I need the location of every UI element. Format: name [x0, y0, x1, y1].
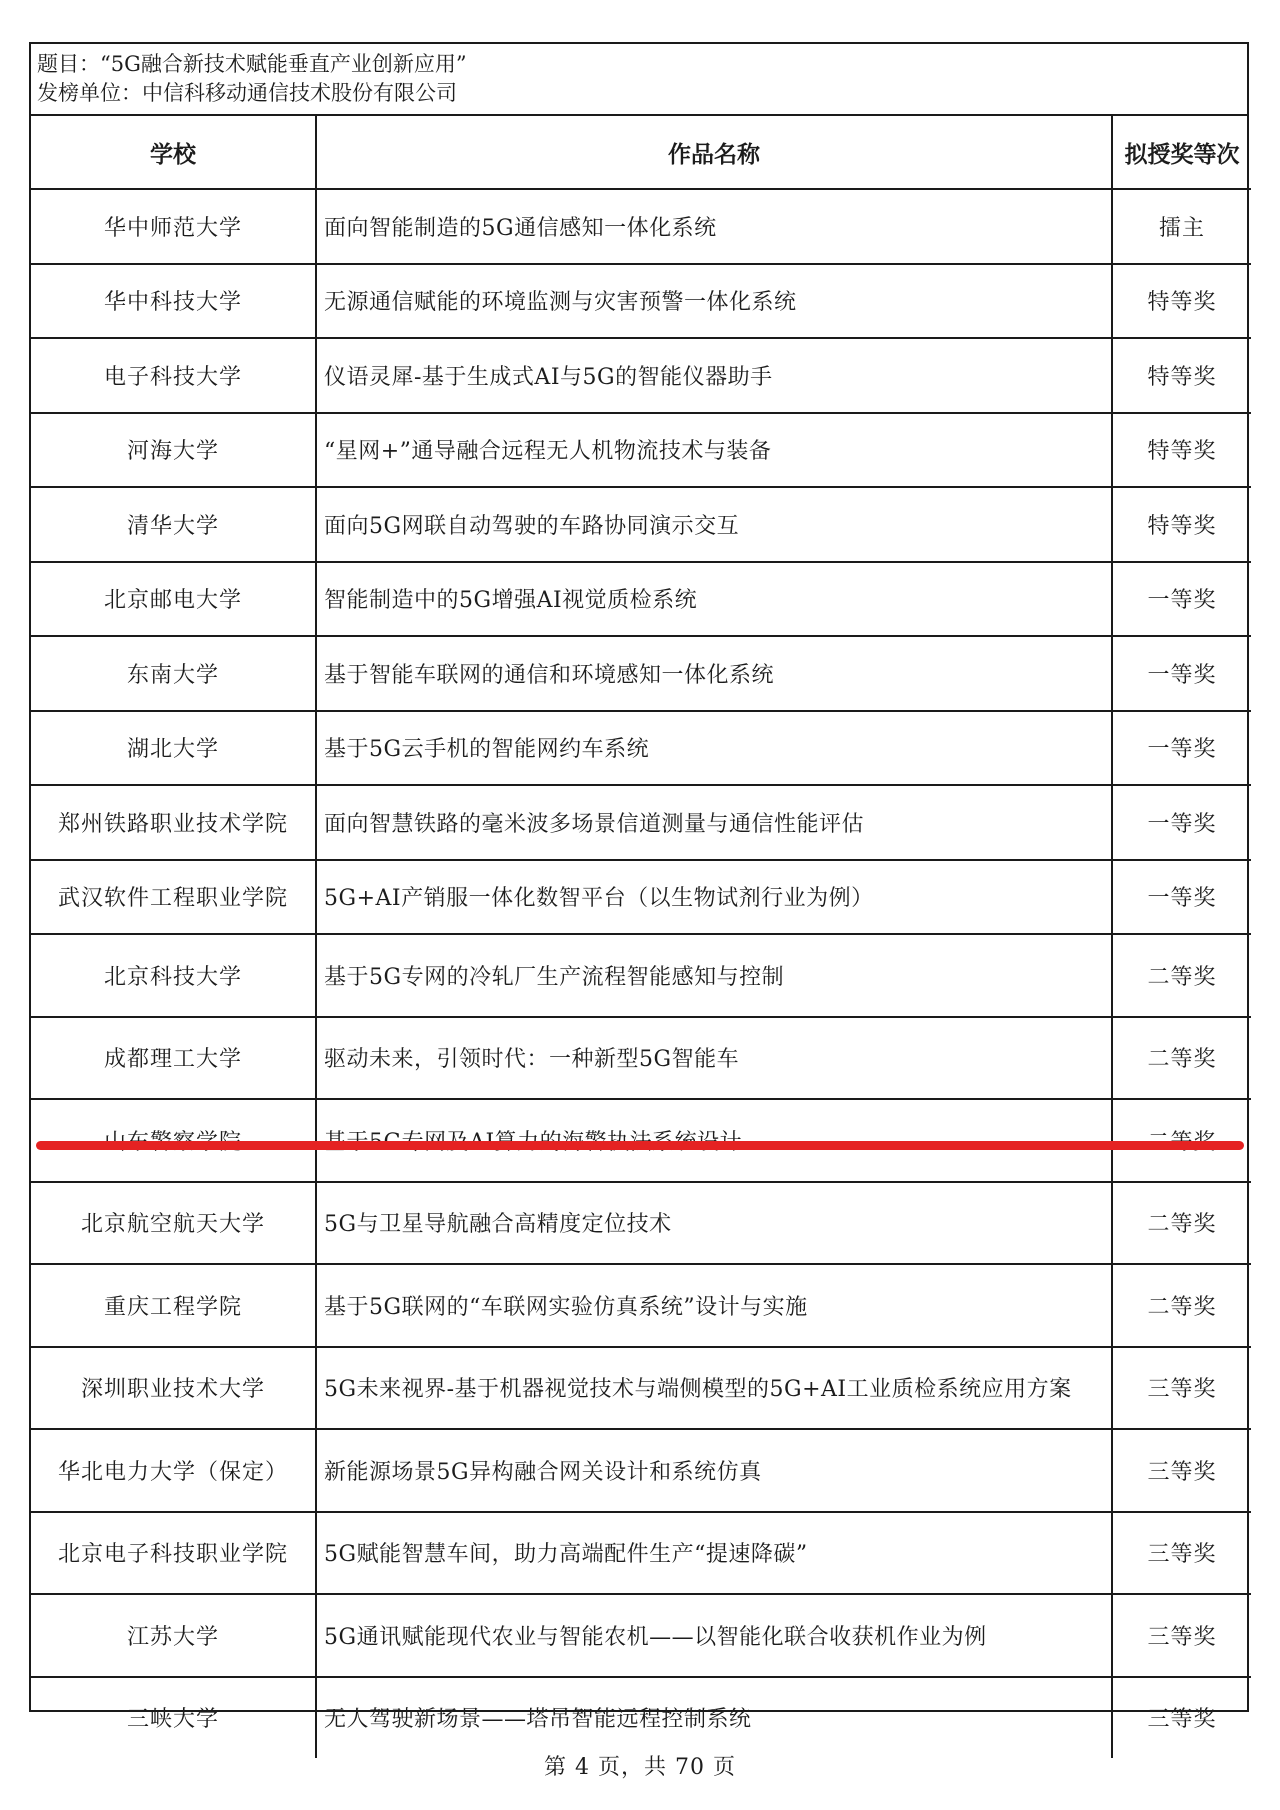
school-cell: 河海大学 — [31, 413, 316, 488]
publisher-name: 中信科移动通信技术股份有限公司 — [142, 81, 457, 105]
table-row — [31, 1017, 1251, 1100]
school-cell: 成都理工大学 — [31, 1017, 316, 1100]
table-row — [31, 1512, 1251, 1595]
table-row — [31, 636, 1251, 711]
school-cell: 华中科技大学 — [31, 264, 316, 339]
table-row — [31, 487, 1251, 562]
work-title-cell: 5G与卫星导航融合高精度定位技术 — [316, 1182, 1112, 1265]
school-cell: 武汉软件工程职业学院 — [31, 860, 316, 935]
award-level-cell: 一等奖 — [1112, 785, 1251, 860]
table-row — [31, 413, 1251, 488]
award-level-cell: 一等奖 — [1112, 711, 1251, 786]
school-cell: 华北电力大学（保定） — [31, 1429, 316, 1512]
page-number: 第 4 页，共 70 页 — [544, 1755, 736, 1780]
work-title-cell: 基于智能车联网的通信和环境感知一体化系统 — [316, 636, 1112, 711]
school-cell: 湖北大学 — [31, 711, 316, 786]
table-row — [31, 1347, 1251, 1430]
school-cell: 北京电子科技职业学院 — [31, 1512, 316, 1595]
topic-label: 题目： — [37, 52, 100, 76]
award-level-cell: 特等奖 — [1112, 264, 1251, 339]
work-title-cell: 新能源场景5G异构融合网关设计和系统仿真 — [316, 1429, 1112, 1512]
award-level-cell: 特等奖 — [1112, 413, 1251, 488]
table-row — [31, 562, 1251, 637]
work-title-cell: 智能制造中的5G增强AI视觉质检系统 — [316, 562, 1112, 637]
work-title-cell: 5G赋能智慧车间，助力高端配件生产“提速降碳” — [316, 1512, 1112, 1595]
award-level-cell: 特等奖 — [1112, 487, 1251, 562]
award-level-cell: 三等奖 — [1112, 1594, 1251, 1677]
school-cell: 重庆工程学院 — [31, 1264, 316, 1347]
document-header — [31, 44, 1247, 116]
table-row — [31, 785, 1251, 860]
award-level-cell: 一等奖 — [1112, 562, 1251, 637]
school-cell: 清华大学 — [31, 487, 316, 562]
table-row — [31, 1264, 1251, 1347]
table-row — [31, 934, 1251, 1017]
red-highlight-underline — [36, 1141, 1244, 1150]
work-title-cell: 面向5G网联自动驾驶的车路协同演示交互 — [316, 487, 1112, 562]
award-level-cell: 二等奖 — [1112, 1264, 1251, 1347]
school-cell: 郑州铁路职业技术学院 — [31, 785, 316, 860]
work-title-cell: 基于5G云手机的智能网约车系统 — [316, 711, 1112, 786]
table-header-row — [31, 116, 1251, 189]
table-row — [31, 189, 1251, 264]
table-row — [31, 711, 1251, 786]
table-row — [31, 1429, 1251, 1512]
school-cell: 江苏大学 — [31, 1594, 316, 1677]
work-title-cell: 5G+AI产销服一体化数智平台（以生物试剂行业为例） — [316, 860, 1112, 935]
award-level-cell: 二等奖 — [1112, 1182, 1251, 1265]
work-title-cell: 基于5G联网的“车联网实验仿真系统”设计与实施 — [316, 1264, 1112, 1347]
award-level-cell: 三等奖 — [1112, 1677, 1251, 1759]
award-level-cell: 三等奖 — [1112, 1347, 1251, 1430]
work-title-cell: 无人驾驶新场景——塔吊智能远程控制系统 — [316, 1677, 1112, 1759]
award-level-cell: 二等奖 — [1112, 1017, 1251, 1100]
work-title-cell: 面向智慧铁路的毫米波多场景信道测量与通信性能评估 — [316, 785, 1112, 860]
school-cell: 东南大学 — [31, 636, 316, 711]
work-title-cell: 无源通信赋能的环境监测与灾害预警一体化系统 — [316, 264, 1112, 339]
work-title-cell: “星网+”通导融合远程无人机物流技术与装备 — [316, 413, 1112, 488]
work-title-cell: 5G通讯赋能现代农业与智能农机——以智能化联合收获机作业为例 — [316, 1594, 1112, 1677]
table-row — [31, 1677, 1251, 1759]
publisher-line — [37, 79, 1237, 108]
school-cell: 三峡大学 — [31, 1677, 316, 1759]
award-level-cell: 特等奖 — [1112, 338, 1251, 413]
school-cell: 深圳职业技术大学 — [31, 1347, 316, 1430]
school-cell: 电子科技大学 — [31, 338, 316, 413]
table-row — [31, 1594, 1251, 1677]
award-table-frame — [29, 42, 1249, 1733]
school-cell: 北京科技大学 — [31, 934, 316, 1017]
column-header-award: 拟授奖等次 — [1112, 116, 1251, 189]
work-title-cell: 基于5G专网的冷轧厂生产流程智能感知与控制 — [316, 934, 1112, 1017]
school-cell: 华中师范大学 — [31, 189, 316, 264]
award-level-cell: 一等奖 — [1112, 636, 1251, 711]
topic-title: “5G融合新技术赋能垂直产业创新应用” — [100, 52, 467, 76]
publisher-label: 发榜单位： — [37, 81, 142, 105]
column-header-school: 学校 — [31, 116, 316, 189]
award-level-cell: 一等奖 — [1112, 860, 1251, 935]
topic-line — [37, 50, 1237, 79]
school-cell: 北京邮电大学 — [31, 562, 316, 637]
table-row — [31, 860, 1251, 935]
award-level-cell: 三等奖 — [1112, 1512, 1251, 1595]
column-header-work: 作品名称 — [316, 116, 1112, 189]
work-title-cell: 面向智能制造的5G通信感知一体化系统 — [316, 189, 1112, 264]
work-title-cell: 5G未来视界-基于机器视觉技术与端侧模型的5G+AI工业质检系统应用方案 — [316, 1347, 1112, 1430]
work-title-cell: 驱动未来，引领时代：一种新型5G智能车 — [316, 1017, 1112, 1100]
school-cell: 北京航空航天大学 — [31, 1182, 316, 1265]
table-row — [31, 338, 1251, 413]
table-row — [31, 1182, 1251, 1265]
table-row — [31, 264, 1251, 339]
award-level-cell: 三等奖 — [1112, 1429, 1251, 1512]
work-title-cell: 仪语灵犀-基于生成式AI与5G的智能仪器助手 — [316, 338, 1112, 413]
award-table — [31, 116, 1251, 1758]
award-level-cell: 擂主 — [1112, 189, 1251, 264]
award-level-cell: 二等奖 — [1112, 934, 1251, 1017]
